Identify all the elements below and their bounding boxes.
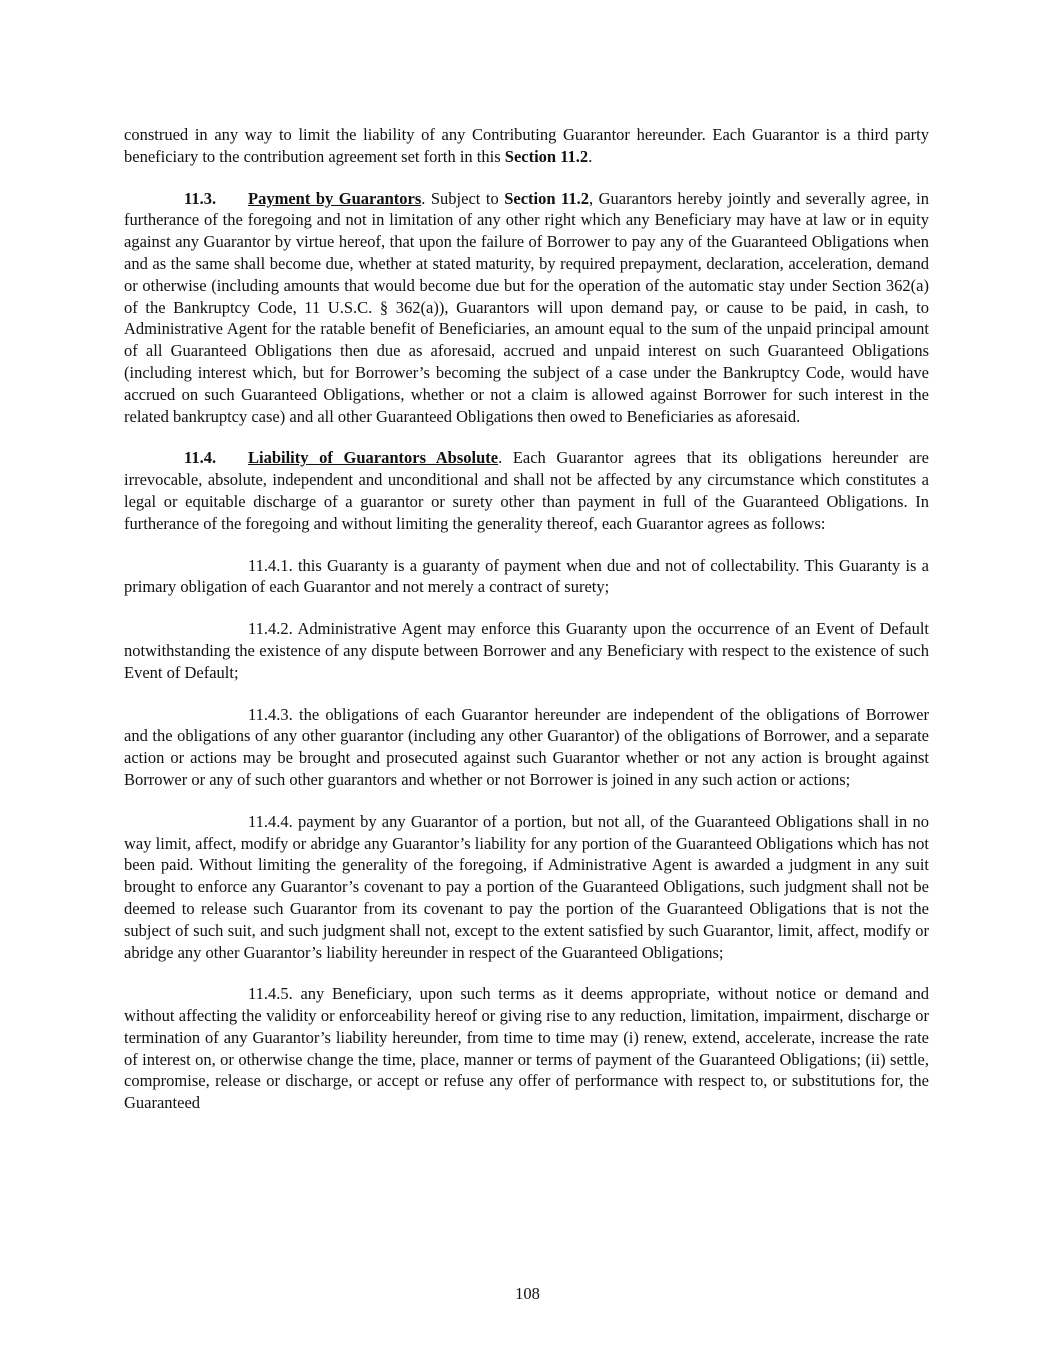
section-number: 11.3.	[184, 188, 217, 208]
paragraph-continuation	[124, 124, 929, 168]
paragraph-text: construed in any way to limit the liability of any Contributing Guarantor hereunder. Each Guarantor is a third party beneficiary to the contribution agreement set forth in this	[124, 125, 929, 166]
section-reference: Section 11.2	[504, 188, 590, 208]
subsection-11-4-2: 11.4.2. Administrative Agent may enforce this Guaranty upon the occurrence of an Event of Default notwithstanding the existence of any dispute between Borrower and any Beneficiary with respect to the existence of such Event of Default;	[124, 619, 929, 682]
section-reference: Section 11.2	[504, 146, 589, 166]
section-heading: Payment by Guarantors	[248, 188, 422, 208]
subsection-11-4-4: 11.4.4. payment by any Guarantor of a portion, but not all, of the Guaranteed Obligations shall in no way limit, affect, modify or abridge any Guarantor’s liability for any portion of the Guaranteed Obligations which has not been paid. Without limiting the generality of the foregoing, if Administrative Agent is awarded a judgment in any suit brought to enforce any Guarantor’s covenant to pay a portion of the Guaranteed Obligations, such judgment shall not be deemed to release such Guarantor from its covenant to pay the portion of the Guaranteed Obligations that is not the subject of such suit, and such judgment shall not, except to the extent satisfied by such Guarantor, limit, affect, modify or abridge any other Guarantor’s liability hereunder in respect of the Guaranteed Obligations;	[124, 811, 929, 962]
paragraph-text: . Each Guarantor agrees that its obligations hereunder are irrevocable, absolute, independent and unconditional and shall not be affected by any circumstance which constitutes a legal or equitable discharge of a guarantor or surety other than payment in full of the Guaranteed Obligations. In furtherance of the foregoing and without limiting the generality thereof, each Guarantor agrees as follows:	[124, 448, 929, 533]
paragraph-text: , Guarantors hereby jointly and severally agree, in furtherance of the foregoing and not in limitation of any other right which any Beneficiary may have at law or in equity against any Guarantor by virtue hereof, that upon the failure of Borrower to pay any of the Guaranteed Obligations when and as the same shall become due, whether at stated maturity, by required prepayment, declaration, acceleration, demand or otherwise (including amounts that would become due but for the operation of the automatic stay under Section 362(a) of the Bankruptcy Code, 11 U.S.C. § 362(a)), Guarantors will upon demand pay, or cause to be paid, in cash, to Administrative Agent for the ratable benefit of Beneficiaries, an amount equal to the sum of the unpaid principal amount of all Guaranteed Obligations then due as aforesaid, accrued and unpaid interest on such Guaranteed Obligations (including interest which, but for Borrower’s becoming the subject of a case under the Bankruptcy Code, would have accrued on such Guaranteed Obligations, whether or not a claim is allowed against Borrower for such interest in the related bankruptcy case) and all other Guaranteed Obligations then owed to Beneficiaries as aforesaid.	[124, 188, 929, 426]
section-11-3	[124, 188, 929, 428]
section-number: 11.4.	[184, 448, 217, 468]
subsection-11-4-1: 11.4.1. this Guaranty is a guaranty of payment when due and not of collectability. This Guaranty is a primary obligation of each Guarantor and not merely a contract of surety;	[124, 555, 929, 597]
page-number: 108	[515, 1284, 540, 1303]
section-heading: Liability of Guarantors Absolute	[248, 448, 499, 468]
section-11-4	[124, 447, 929, 534]
subsection-11-4-3: 11.4.3. the obligations of each Guarantor hereunder are independent of the obligations of Borrower and the obligations of any other guarantor (including any other Guarantor) of the obligations of Borrower, and a separate action or actions may be brought and prosecuted against such Guarantor whether or not any action is brought against Borrower or any of such other guarantors and whether or not Borrower is joined in any such action or actions;	[124, 704, 929, 789]
subsection-11-4-5: 11.4.5. any Beneficiary, upon such terms as it deems appropriate, without notice or demand and without affecting the validity or enforceability hereof or giving rise to any reduction, limitation, impairment, discharge or termination of any Guarantor’s liability hereunder, from time to time may (i) renew, extend, accelerate, increase the rate of interest on, or otherwise change the time, place, manner or terms of payment of the Guaranteed Obligations; (ii) settle, compromise, release or discharge, or accept or refuse any offer of performance with respect to, or substitutions for, the Guaranteed	[124, 984, 929, 1113]
document-body	[124, 124, 929, 1134]
paragraph-text: . Subject to	[421, 188, 505, 208]
paragraph-text: .	[588, 146, 593, 166]
